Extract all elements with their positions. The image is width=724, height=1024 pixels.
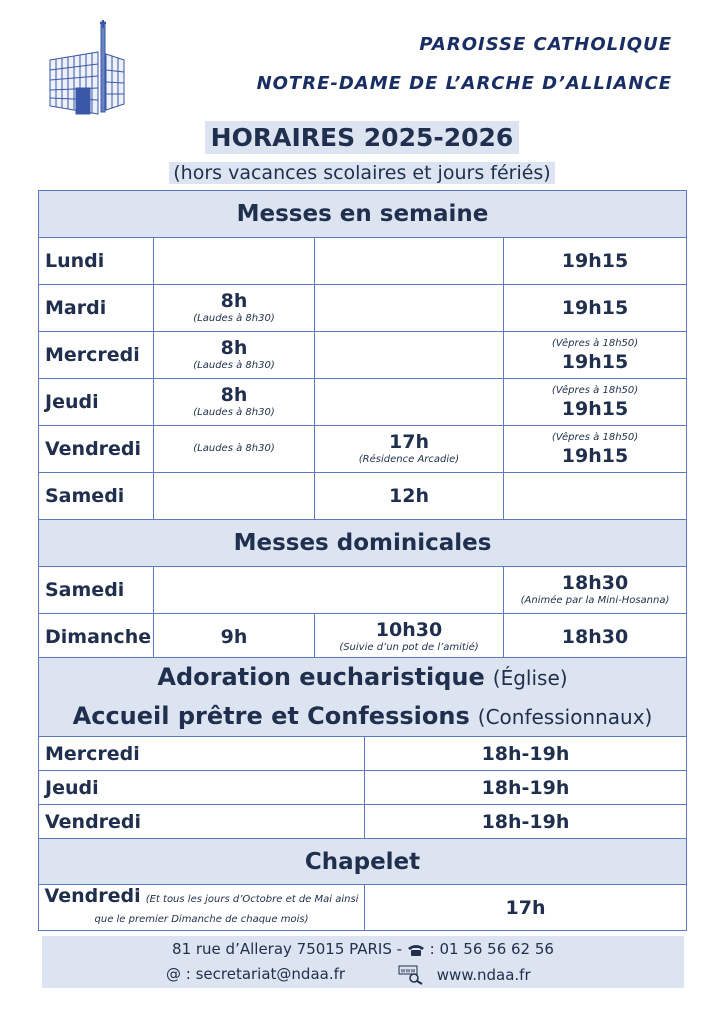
time-value: 19h15 (561, 351, 629, 373)
day-label: Samedi (39, 473, 154, 520)
time-value: 12h (389, 485, 429, 507)
chapelet-note: (Et tous les jours d’Octobre et de Mai ainsi que le premier Dimanche de chaque mois) (94, 893, 359, 925)
section-chapelet: Chapelet (39, 839, 687, 885)
table-row (39, 332, 687, 379)
time-value: 17h (505, 896, 546, 919)
day-label: Dimanche (39, 614, 154, 660)
adoration-location: (Église) (492, 666, 568, 690)
time-value: 19h15 (561, 445, 629, 467)
day-label: Mercredi (39, 737, 365, 771)
www-search-icon (398, 965, 426, 985)
time-value: 8h (220, 290, 248, 312)
table-row (39, 285, 687, 332)
table-row (39, 238, 687, 285)
time-prenote: (Vêpres à 18h50) (551, 385, 639, 396)
church-logo (46, 18, 128, 120)
confession-title: Accueil prêtre et Confessions (72, 702, 470, 730)
table-row (39, 426, 687, 473)
table-row (39, 805, 687, 839)
time-value: 18h-19h (481, 742, 570, 765)
time-value: 18h30 (561, 625, 629, 648)
page-subtitle: (hors vacances scolaires et jours fériés) (169, 162, 554, 184)
time-prenote: (Vêpres à 18h50) (551, 432, 639, 443)
day-label: Jeudi (39, 379, 154, 426)
day-label: Vendredi (39, 805, 365, 839)
table-row (39, 771, 687, 805)
table-row (39, 614, 687, 660)
time-value: 18h-19h (481, 810, 570, 833)
svg-text:www: www (400, 967, 416, 975)
section-adoration (39, 658, 687, 737)
footer-contact (42, 936, 684, 988)
email-link[interactable]: @ : secretariat@ndaa.fr (166, 965, 346, 983)
adoration-table (38, 657, 687, 931)
day-label: Mercredi (39, 332, 154, 379)
time-value: 19h15 (561, 398, 629, 420)
time-value: 19h15 (561, 250, 629, 272)
table-row (39, 379, 687, 426)
website-link[interactable]: www.ndaa.fr (436, 965, 531, 984)
time-note: (Laudes à 8h30) (193, 407, 275, 418)
time-value: 8h (220, 384, 248, 406)
time-note: (Laudes à 8h30) (193, 313, 275, 324)
time-note: (Suivie d’un pot de l’amitié) (339, 641, 479, 653)
time-note: (Laudes à 8h30) (193, 360, 275, 371)
time-value: 18h-19h (481, 776, 570, 799)
adoration-title: Adoration eucharistique (157, 663, 485, 691)
day-label: Mardi (39, 285, 154, 332)
day-label: Samedi (39, 567, 154, 614)
time-prenote: (Vêpres à 18h50) (551, 338, 639, 349)
time-value: 19h15 (561, 297, 629, 319)
time-note: (Laudes à 8h30) (193, 443, 275, 454)
time-value: 8h (220, 337, 248, 359)
confession-location: (Confessionnaux) (477, 705, 653, 729)
time-value: 18h30 (561, 572, 629, 594)
section-weekday-masses: Messes en semaine (39, 191, 687, 238)
address: 81 rue d’Alleray 75015 PARIS - (172, 940, 403, 958)
phone-icon (407, 943, 425, 957)
time-note: (Animée par la Mini-Hosanna) (520, 595, 670, 606)
table-row (39, 737, 687, 771)
time-note: (Résidence Arcadie) (358, 454, 460, 465)
page-title: HORAIRES 2025-2026 (205, 121, 520, 154)
mass-schedule-table (38, 190, 687, 660)
day-label: Lundi (39, 238, 154, 285)
parish-line-1: PAROISSE CATHOLIQUE (419, 34, 672, 55)
table-row (39, 885, 687, 931)
table-row (39, 473, 687, 520)
phone-number[interactable]: : 01 56 56 62 56 (429, 940, 554, 958)
table-row (39, 567, 687, 614)
time-value: 17h (389, 431, 429, 453)
day-label: Vendredi (44, 884, 141, 907)
day-label: Vendredi (39, 426, 154, 473)
parish-line-2: NOTRE-DAME DE L’ARCHE D’ALLIANCE (256, 73, 672, 94)
time-value: 10h30 (375, 618, 443, 641)
time-value: 9h (220, 625, 248, 648)
day-label: Jeudi (39, 771, 365, 805)
section-sunday-masses: Messes dominicales (39, 520, 687, 567)
